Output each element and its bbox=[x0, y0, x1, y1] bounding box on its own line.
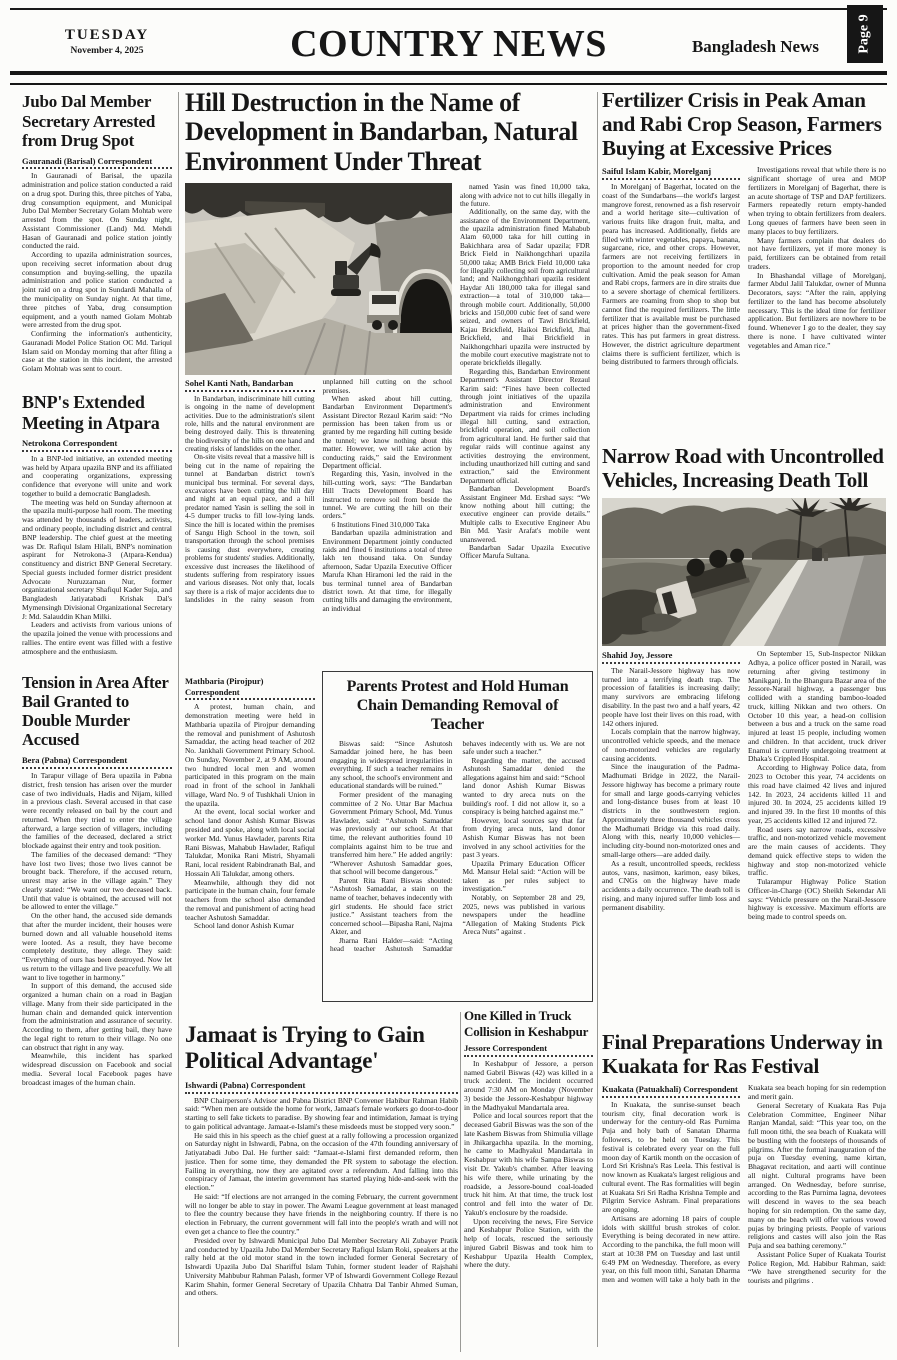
paragraph: Jharna Rani Halder—said: “Acting head teacher Ashutosh Samaddar behaves indecently with us. We are not safe under such a teacher.” bbox=[330, 739, 585, 954]
article-byline: Kuakata (Patuakhali) Correspondent bbox=[602, 1084, 740, 1098]
article-byline: Bera (Pabna) Correspondent bbox=[22, 755, 172, 769]
article-body bbox=[602, 650, 886, 1002]
brand-name: Bangladesh News bbox=[691, 37, 819, 56]
paragraph: In Bhashandal village of Morelganj, farmer Abdul Jalil Talukdar, owner of Munna Decorators, says: “After the rain, applying fertilizer to the land has become absolutely necessary. This is the ideal time for fertilizer application. But fertilizers are nowhere to be found. Whenever I go to the dealer, they say there is none. I have cultivated winter vegetables and Aman rice.” bbox=[748, 270, 886, 350]
paragraph: According to upazila administration sources, upon receiving secret information about drug consumption and buying-selling, the upazila administration and police station conducted a joint raid on a drug spot in Sundardi Mahalla of the municipality on Sunday night. At that time, three pitches of Yaba, drug consumption equipment, and a youth named Golam Mohtab were arrested from the drug spot. bbox=[22, 250, 172, 330]
paragraph: Road users say narrow roads, excessive traffic, and non-motorized vehicle movement are the main causes of accidents. They demand quick effective steps to widen the highway and stop non-motorized vehicle traffic. bbox=[748, 824, 886, 878]
article-headline: Jubo Dal Member Secretary Arrested from Drug Spot bbox=[22, 92, 156, 151]
article-parents-protest-box bbox=[322, 671, 593, 1002]
paragraph: Upon receiving the news, Fire Service and Keshabpur Police Station, with the help of locals, rescued the seriously injured Gabril Biswas and took him to Keshabpur Upazila Health Complex, where the duty. bbox=[464, 1216, 593, 1270]
paragraph: The meeting was held on Sunday afternoon at the upazila multi-purpose hall room. The meeting was attended by thousands of leaders, activists, and ordinary people, including district and central BNP leadership. The chief guest at the meeting was Dr. Rafiqul Islam Hilali, BNP's nomination aspirant for Netrokona-3 (Atpara-Kendua) constituency and district BNP General Secretary. Special guests included former district president Advocate Nuruzzaman Nur, former organizational secretary Shafiqul Kader Suja, and Bangladesh Jatiyatabadi Krishak Dal's Mymensingh Divisional Organizational Secretary J: Md. Salauddin Khan Milki. bbox=[22, 497, 172, 621]
paragraph: Regarding this, Bandarban Environment Department's Assistant Director Rezaul Karim said: “Fines have been collected through joint initiatives of the upazila administration and Environment Department via raids for crimes including illegal hill cutting, sand extraction, brickfield operation, and soil collection from agricultural land. He further said that regular raids will continue against any activities destroying the environment, including unauthorized hill cutting and sand extraction,” said the Environment Department official. bbox=[460, 366, 590, 485]
paragraph: Bandarban upazila administration and Environment Department jointly conducted raids and fined 6 institutions a total of three lakh ten thousand taka. On Sunday afternoon, Sadar Upazila Executive Officer Marufa Khan Hiramoni led the raid in the bus terminal tunnel area of Bandarban district town. At that time, for illegally cutting hills and damaging the environment, an individual bbox=[322, 528, 452, 613]
article-keshabpur bbox=[464, 1008, 593, 1356]
paragraph: On-site visits reveal that a massive hill is being cut in the name of repairing the tunnel at Bandarban district town's municipal bus terminal. For several days, excavators have been cutting the hill day and night at an equal pace, and a hill predator named Yasin is selling the soil in 4-5 dumper trucks to fill low-lying lands. Since the hill is located within the premises of Sangu High School in the town, soil transportation through the school premises is causing dust everywhere, creating problems for students' studies. Additionally, excessive dust increases the likelihood of students suffering from respiratory issues and various diseases. Not only that, locals say there is a risk of major accidents due to landslides in the rainy season from unplanned hill cutting on the school premises. bbox=[185, 378, 452, 605]
article-body-left bbox=[185, 378, 452, 650]
photo-byline: Sohel Kanti Nath, Bandarban bbox=[185, 378, 315, 392]
article-body-right bbox=[460, 183, 590, 655]
paragraph: The families of the deceased demand: “They have lost two lives; those two lives cannot be brought back. Therefore, if the accused return, unrest may arise in the village again.” They clearly stated: “We want our two deceased back. Until that value is obtained, the accused will not be allowed to enter the village.” bbox=[22, 849, 172, 912]
paragraph: In Keshabpur of Jessore, a person named Gabril Biswas (42) was killed in a truck accident. The incident occurred around 7:30 AM on Monday (November 3) beside the Jessore-Keshabpur highway in the Madhyakul Mandartala area. bbox=[464, 1058, 593, 1112]
paragraph: He said: “If elections are not arranged in the coming February, the current government will no longer be able to stay in power. The Awami League government at least managed to flee the country because they have friends in the neighboring country. If there is no election in February, the current government will fall into the people's wrath and will not even get a chance to flee the country.” bbox=[185, 1191, 458, 1236]
paragraph: General Secretary of Kuakata Ras Puja Celebration Committee, Engineer Nihar Ranjan Mandal, said: “This year too, on the full moon tithi, the sea beach of Kuakata will be bustling with the footsteps of thousands of pilgrims. After the formal inauguration of the puja on Tuesday evening, name kirtan, Bhagavat recitation, and aarti will continue all night. Cultural programs have been arranged. On Wednesday, before sunrise, according to the Ras Purnima lagna, devotees will descend in waves to the sea beach hoping for sin redemption. On the same day, many on the beach will offer various vowed pujas by bringing priests. People of various religions and castes will also join the Ras Puja and sea bathing ceremony.” bbox=[748, 1100, 886, 1251]
article-headline: Parents Protest and Hold Human Chain Demanding Removal of Teacher bbox=[346, 678, 569, 734]
paragraph: On September 15, Sub-Inspector Nikkan Adhya, a police officer posted in Narail, was returning after giving testimony in Manikganj. In the Bhangura Bazar area of the Jessore-Narail highway, a passenger bus collided with a standing bamboo-loaded truck, killing Nikkan and two others. On October 10 this year, a head-on collision between a bus and a truck on the same road injured at least 15 people, including women and children. In that accident, truck driver Enamul is currently undergoing treatment at Dhaka's Crippled Hospital. bbox=[748, 650, 886, 764]
paragraph: However, local sources say that far from drying areca nuts, land donor Ashish Kumar Biswas has not been involved in any school activities for the past 3 years. bbox=[462, 815, 585, 860]
article-byline: Shahid Joy, Jessore bbox=[602, 650, 740, 664]
article-bnp-meeting bbox=[22, 392, 172, 657]
paragraph: Since the inauguration of the Padma-Madhumati Bridge in 2022, the Narail-Jessore highway has become a primary route for small and large goods-carrying vehicles and long-distance buses from at least 10 districts in the southwestern region. Approximately three thousand vehicles cross the Madhumati Bridge via this road daily. Along with this, nearly 10,000 vehicles—including city-bound non-motorized ones and small-large others—are added daily. bbox=[602, 762, 740, 859]
paragraph: Meanwhile, although they did not participate in the human chain, four female teachers from the school also demanded the removal and punishment of acting head teacher Ashutosh Samaddar. bbox=[185, 877, 315, 922]
article-headline: Jamaat is Trying to Gain Political Advantage' bbox=[185, 1022, 425, 1074]
article-narrow-road bbox=[602, 444, 886, 1002]
masthead-rule bbox=[10, 71, 887, 85]
paragraph: named Yasin was fined 10,000 taka, along with advice not to cut hills illegally in the future. bbox=[460, 183, 590, 208]
article-jubo-dal bbox=[22, 92, 172, 374]
paragraph: Parent Rita Rani Biswas shouted: “Ashutosh Samaddar, a stain on the name of teacher, behaves indecently with girl students. He should face strict justice.” Assistant teachers from the concerned school—Bipasha Rani, Najma Akter, and bbox=[330, 875, 453, 937]
article-body bbox=[185, 1097, 458, 1299]
article-body bbox=[464, 1060, 593, 1270]
paragraph: The Narail-Jessore highway has now turned into a terrifying death trap. The procession of fatalities is increasing daily; many survivors are embracing lifelong disability. In the past two and a half years, 42 people have lost their lives on this road, with 142 others injured. bbox=[602, 665, 740, 728]
hill-cutting-photo bbox=[185, 183, 452, 375]
paragraph: Leaders and activists from various unions of the upazila joined the venue with processions and rallies. The entire event was filled with a festive atmosphere and the enthusiasm. bbox=[22, 620, 172, 656]
paragraph: At the event, local social worker and school land donor Ashish Kumar Biswas presided and spoke, along with local social worker Md. Yunus Hawlader, parents Rita Rani Biswas, Mahabub Hawlader, Rafiqul Talukdar, Monika Rani Mistri, Shyamali Rani, local resident Rabindranath Bal, and Hossain Ali Talukdar, among others. bbox=[185, 807, 315, 878]
paragraph: Police and local sources report that the deceased Gabril Biswas was the son of the late Kashem Biswas from Shimulia village in Jhikargachha upazila. In the morning, he came to Madhyakul Mandartala in Keshabpur with his wife Sampa Biswas to visit Dr. Yakub's chamber. After leaving his wife there, while urinating by the roadside, a Jessore-bound coal-loaded truck hit him. At that time, the truck lost control and fell into the water of Dr. Yakub's enclosure by the roadside. bbox=[464, 1111, 593, 1217]
paragraph: Former president of the managing committee of 2 No. Uttar Bar Machua Government Primary School, Md. Yunus Hawlader, said: “Ashutosh Samaddar was previously at our school. At that time, the relevant authorities found 10 complaints against him to be true and transferred him here.” He added angrily: “Wherever Ashutosh Samaddar goes, that school will become dangerous.” bbox=[330, 790, 453, 877]
paragraph: In Morelganj of Bagerhat, located on the coast of the Sundarbans—the world's largest mangrove forest, renowned as a fish reservoir and a world heritage site—cultivation of various fruits like dragon fruit, malta, and peara has increased. Additionally, fields are filled with winter vegetables, papaya, banana, sugarcane, rice, and other crops. However, farmers are not receiving fertilizers in proportion to the amount needed for crop cultivation. Amid the peak season for Aman and Rabi crops, farmers are in dire straits due to a severe shortage of chemical fertilizers. Farmers are roaming from shop to shop but cannot find the required fertilizers. The little fertilizer that is available must be purchased at prices higher than the government-fixed rates. This has put farmers in great distress. However, the district agriculture department claims there is sufficient fertilizer, which is being distributed to farmers through officials. bbox=[602, 182, 740, 367]
paragraph: Investigations reveal that while there is no significant shortage of urea and MOP fertilizers in Morelganj of Bagerhat, there is an acute shortage of TSP and DAP fertilizers. Farmers repeatedly return empty-handed when trying to obtain fertilizers from dealers. Long queues of farmers have been seen in many places to buy fertilizers. bbox=[748, 166, 886, 236]
paragraph: 6 Institutions Fined 310,000 Taka bbox=[331, 519, 430, 529]
article-body bbox=[185, 703, 315, 931]
article-headline: BNP's Extended Meeting in Atpara bbox=[22, 391, 160, 433]
column-rule bbox=[178, 92, 179, 1347]
paragraph: Many farmers complain that dealers do not have fertilizers, yet if more money is paid, fertilizers can be obtained from retail traders. bbox=[748, 235, 886, 271]
article-headline: Narrow Road with Uncontrolled Vehicles, Increasing Death Toll bbox=[602, 444, 884, 493]
paragraph: In Kuakata, the sunrise-sunset beach tourism city, final decoration work is underway for the century-old Ras Purnima Puja and holy bath of Sanatan Dharma followers, to be held on Tuesday. This festival is celebrated every year on the full moon day of Kartik month on the occasion of Lord Sri Krishna's Ras Leela. This festival is now known as Kuakata's largest religious and cultural event. The Ras formalities will begin at Kuakata Sri Sri Radha Krishna Temple and Pilgrim Service Ashram. Final preparations are ongoing. bbox=[602, 1099, 740, 1215]
column-rule bbox=[460, 1012, 461, 1352]
article-body bbox=[22, 172, 172, 374]
paragraph: Confirming the information's authenticity, Gauranadi Model Police Station OC Md. Tariqul Islam said on Monday morning that after filing a case at the station in this incident, the arrested Golam Mohtab was sent to court. bbox=[22, 329, 172, 374]
paragraph: Regarding this, Yasin, involved in the hill-cutting work, says: “The Bandarban Hill Tracts Development Board has instructed to remove soil from beside the tunnel. We are cutting the hill on their orders.” bbox=[322, 469, 452, 521]
paragraph: When asked about hill cutting, Bandarban Environment Department's Assistant Director Rezaul Karim said: “No permission has been taken from us or granted by me regarding hill cutting beside the tunnel; we know nothing about this matter. However, we will take action by conducting raids,” said the Environment Department official. bbox=[322, 393, 452, 471]
paragraph: Regarding the matter, the accused Ashutosh Samaddar denied the allegations against him and said: “School land donor Ashish Kumar Biswas wanted to dry areca nuts on the building's roof. I did not allow it, so a conspiracy is being hatched against me.” bbox=[462, 755, 585, 817]
article-byline: Netrokona Correspondent bbox=[22, 438, 172, 452]
paragraph: In Tarapur village of Bera upazila in Pabna district, fresh tension has arisen over the murder case of two individuals, Hadis and Nijam, killed in a previous clash. Several accused in that case were recently released on bail by the court and returned. When they tried to enter the village afterward, a large section of villagers, including the families of the deceased, declared a strict blockade against their entry and took position. bbox=[22, 770, 172, 851]
paragraph: Additionally, on the same day, with the assistance of the Environment Department, the upazila administration fined Mahabub Alam 60,000 taka for hill cutting in Bakichhara area of Sadar upazila; FDR Brick Field in Naikhongchhari upazila 50,000 taka; AMB Brick Field 10,000 taka for illegally collecting soil from agricultural land; and Naikhongchhari upazila resident Haydar Ali 180,000 taka for illegal sand extraction—a total of 310,000 taka—through mobile court. Additionally, 50,000 bricks and 150,000 cubic feet of sand were seized, and owners of Tawi Brickfield, Kajau Brickfield, Haikoi Brickfield, Jhai Brickfield, and Ihai Brickfield in Naikhongchhari upazila were instructed by the mobile court executive magistrate not to operate brickfields illegally. bbox=[460, 207, 590, 368]
paragraph: Meanwhile, this incident has sparked widespread discussion on Facebook and social media. Several local Facebook pages have broadcast images of the human chain. bbox=[22, 1051, 172, 1087]
paragraph: In Bandarban, indiscriminate hill cutting is ongoing in the name of development activities. Due to the administration's silent role, hills and the natural environment are being destroyed daily. This is threatening the biodiversity of the hills on one hand and creating risks of landslides on the other. bbox=[185, 393, 315, 454]
paragraph: Bandarban Sadar Upazila Executive Officer Marufa Sultana. bbox=[460, 542, 590, 561]
paragraph: In Gauranadi of Barisal, the upazila administration and police station conducted a raid on a drug spot. During this, three pitches of Yaba, drug consumption equipment, and Municipal Jubo Dal Member Secretary Golam Mohtab were arrested from the spot. On Sunday night, Assistant Commissioner (Land) Md. Mehdi Hasan of Gauranadi and police station jointly conducted the raid. bbox=[22, 171, 172, 251]
column-rule bbox=[597, 92, 598, 1347]
article-body bbox=[602, 1084, 886, 1340]
paragraph: Tularampur Highway Police Station Officer-in-Charge (OC) Sheikh Sekendar Ali says: “Vehicle pressure on the Narail-Jessore highway is excessive. Maximum efforts are being made to control speeds on. bbox=[748, 877, 886, 922]
article-jamaat bbox=[185, 1022, 458, 1355]
paragraph: Biswas said: “Since Ashutosh Samaddar joined here, he has been engaging in widespread irregularities in everything. If such a teacher remains in any school, the school's environment and educational standards will be ruined.” bbox=[330, 739, 453, 791]
top-rule bbox=[10, 8, 887, 10]
article-headline: Tension in Area After Bail Granted to Double Murder Accused bbox=[22, 673, 169, 750]
page-number-tab bbox=[847, 5, 883, 63]
masthead-day: TUESDAY bbox=[64, 27, 150, 43]
paragraph: Artisans are adorning 18 pairs of couple idols with skillful brush strokes of color. Everything is being decorated in new attire. According to the panchika, the full moon will start at 10:38 PM on Tuesday and last until 6:49 PM on Wednesday. Therefore, as every year, on this full moon tithi, Sanatan Dharma men and women will take a holy bath in the Kuakata sea beach hoping for sin redemption and merit gain. bbox=[602, 1084, 886, 1285]
article-body bbox=[602, 166, 886, 442]
paragraph: Notably, on September 28 and 29, 2025, news was published in various newspapers under the headline “Allegation of Making Students Pick Areca Nuts” against . bbox=[462, 892, 585, 937]
paragraph: Assistant Police Super of Kuakata Tourist Police Region, Md. Habibur Rahman, said: “We have strengthened security for the tourists and pilgrims . bbox=[748, 1249, 886, 1286]
article-hill-destruction bbox=[185, 88, 590, 655]
paragraph: As a result, uncontrolled speeds, reckless autos, vans, nasimon, karimon, easy bikes, and CNGs on the highway have made accidents a daily occurrence. The death toll is rising, and many injured suffer limb loss and permanent disability. bbox=[602, 858, 740, 912]
paragraph: On the other hand, the accused side demands that after the murder incident, their houses were burned down and all valuable household items were looted. As a result, they have become completely destitute, they allege. They said: “Everything of ours has been destroyed. Now let us return to the village and live peacefully. We all want to live together in harmony.” bbox=[22, 911, 172, 982]
paper-title: COUNTRY NEWS bbox=[290, 23, 607, 65]
article-headline: Hill Destruction in the Name of Development in Bandarban, Natural Environment Under Threat bbox=[185, 88, 578, 176]
article-headline: One Killed in Truck Collision in Keshabpur bbox=[464, 1008, 589, 1039]
left-column bbox=[22, 92, 172, 1347]
article-byline: Ishwardi (Pabna) Correspondent bbox=[185, 1080, 458, 1094]
paragraph: Bandarban Development Board's Assistant Engineer Md. Ershad says: “We know nothing about hill cutting; the executive engineer can provide details.” Multiple calls to Executive Engineer Abu Bin Md. Yasir Arafat's mobile went unanswered. bbox=[460, 484, 590, 544]
page-number-label: Page 9 bbox=[857, 14, 873, 54]
paragraph: In a BNP-led initiative, an extended meeting was held by Atpara upazila BNP and its affiliated and cooperating organizations, expressing confidence that everyone will unite and work together to build a democratic Bangladesh. bbox=[22, 453, 172, 498]
article-headline: Fertilizer Crisis in Peak Aman and Rabi Crop Season, Farmers Buying at Excessive Prices bbox=[602, 88, 882, 161]
article-body bbox=[22, 772, 172, 1088]
masthead-date: November 4, 2025 bbox=[70, 46, 144, 56]
article-body bbox=[330, 740, 585, 998]
paragraph: In support of this demand, the accused side organized a human chain on a road in Bagjan village. Many from their side participated in the human chain and demanded quick intervention from the administration and assurance of security. According to them, after getting bail, they have the legal right to return to their village. No one can obstruct that right in any way. bbox=[22, 981, 172, 1052]
paragraph: A protest, human chain, and demonstration meeting were held in Mathbaria upazila of Pirojpur demanding the removal and punishment of Ashutosh Samaddar, the acting head teacher of 202 No. Jankhali Government Primary School. On Sunday, November 2, at 9 AM, around two hundred local men and women participated in this program on the main road in front of the school in Jankhali village, Ward No. 9 of Tushkhali Union in the upazila. bbox=[185, 702, 315, 808]
paragraph: He said this in his speech as the chief guest at a rally following a procession organized on Saturday night in Ishwardi, Pabna, on the occasion of the 47th founding anniversary of Jatiyatabadi Jubo Dal. He further said: “Jamaat-e-Islami first demanded reform, then justice. Then for some time, they demanded the PR system to sabotage the election. Failing in everything, now they are agitated over a referendum. And falling into this conspiracy of Jamaat, the interim government has started playing hide-and-seek with the election.” bbox=[185, 1130, 458, 1193]
article-tension-bail bbox=[22, 674, 172, 1087]
article-byline: Jessore Correspondent bbox=[464, 1043, 593, 1057]
article-body bbox=[22, 455, 172, 657]
overturned-truck-photo bbox=[602, 498, 886, 646]
article-parents-protest-col1 bbox=[185, 676, 315, 1036]
paragraph: Upazila Primary Education Officer Md. Mansur Helal said: “Action will be taken as per rules subject to investigation.” bbox=[462, 858, 585, 894]
paragraph: BNP Chairperson's Advisor and Pabna District BNP Convener Habibur Rahman Habib said: “When men are outside the home for work, Jamaat's female workers go door-to-door starting to sell fake tickets to paradise. By showing fear and intimidation, Jamaat is trying to gain political advantage. Jamaat-e-Islami's these misdeeds must be stopped very soon.” bbox=[185, 1095, 458, 1131]
paragraph: School land donor Ashish Kumar bbox=[194, 921, 294, 931]
article-byline: Mathbaria (Pirojpur) Correspondent bbox=[185, 676, 315, 700]
paragraph: Locals complain that the narrow highway, uncontrolled vehicle speeds, and the menace of non-motorized vehicles are regularly causing accidents. bbox=[602, 727, 740, 763]
article-byline: Saiful Islam Kabir, Morelganj bbox=[602, 166, 740, 180]
article-kuakata bbox=[602, 1030, 886, 1340]
paragraph: According to Highway Police data, from 2023 to October this year, 74 accidents on this road have claimed 42 lives and injured 142. In 2023, 24 accidents killed 11 and injured 30. In 2024, 25 accidents killed 19 and injured 39. In the first 10 months of this year, 25 accidents killed 12 and injured 72. bbox=[748, 763, 886, 825]
article-fertilizer bbox=[602, 88, 886, 442]
paragraph: Presided over by Ishwardi Municipal Jubo Dal Member Secretary Ali Zubayer Pratik and conducted by Upazila Jubo Dal Member Secretary Rafiqul Islam Roki, speakers at the rally held at the old motor stand in the town included former General Secretary of Ishwardi Upazila Jubo Dal Sharifful Islam Tuhin, former student leader of Rajshahi University Mahbubur Rahman Palash, former VP of Ishwardi Government College Rezaul Karim Shahin, former General Secretary of Upazila Chhatra Dal Tanbir Ahmed Suman, and others. bbox=[185, 1235, 458, 1298]
article-byline: Gauranadi (Barisal) Correspondent bbox=[22, 156, 172, 170]
article-headline: Final Preparations Underway in Kuakata for Ras Festival bbox=[602, 1030, 883, 1079]
